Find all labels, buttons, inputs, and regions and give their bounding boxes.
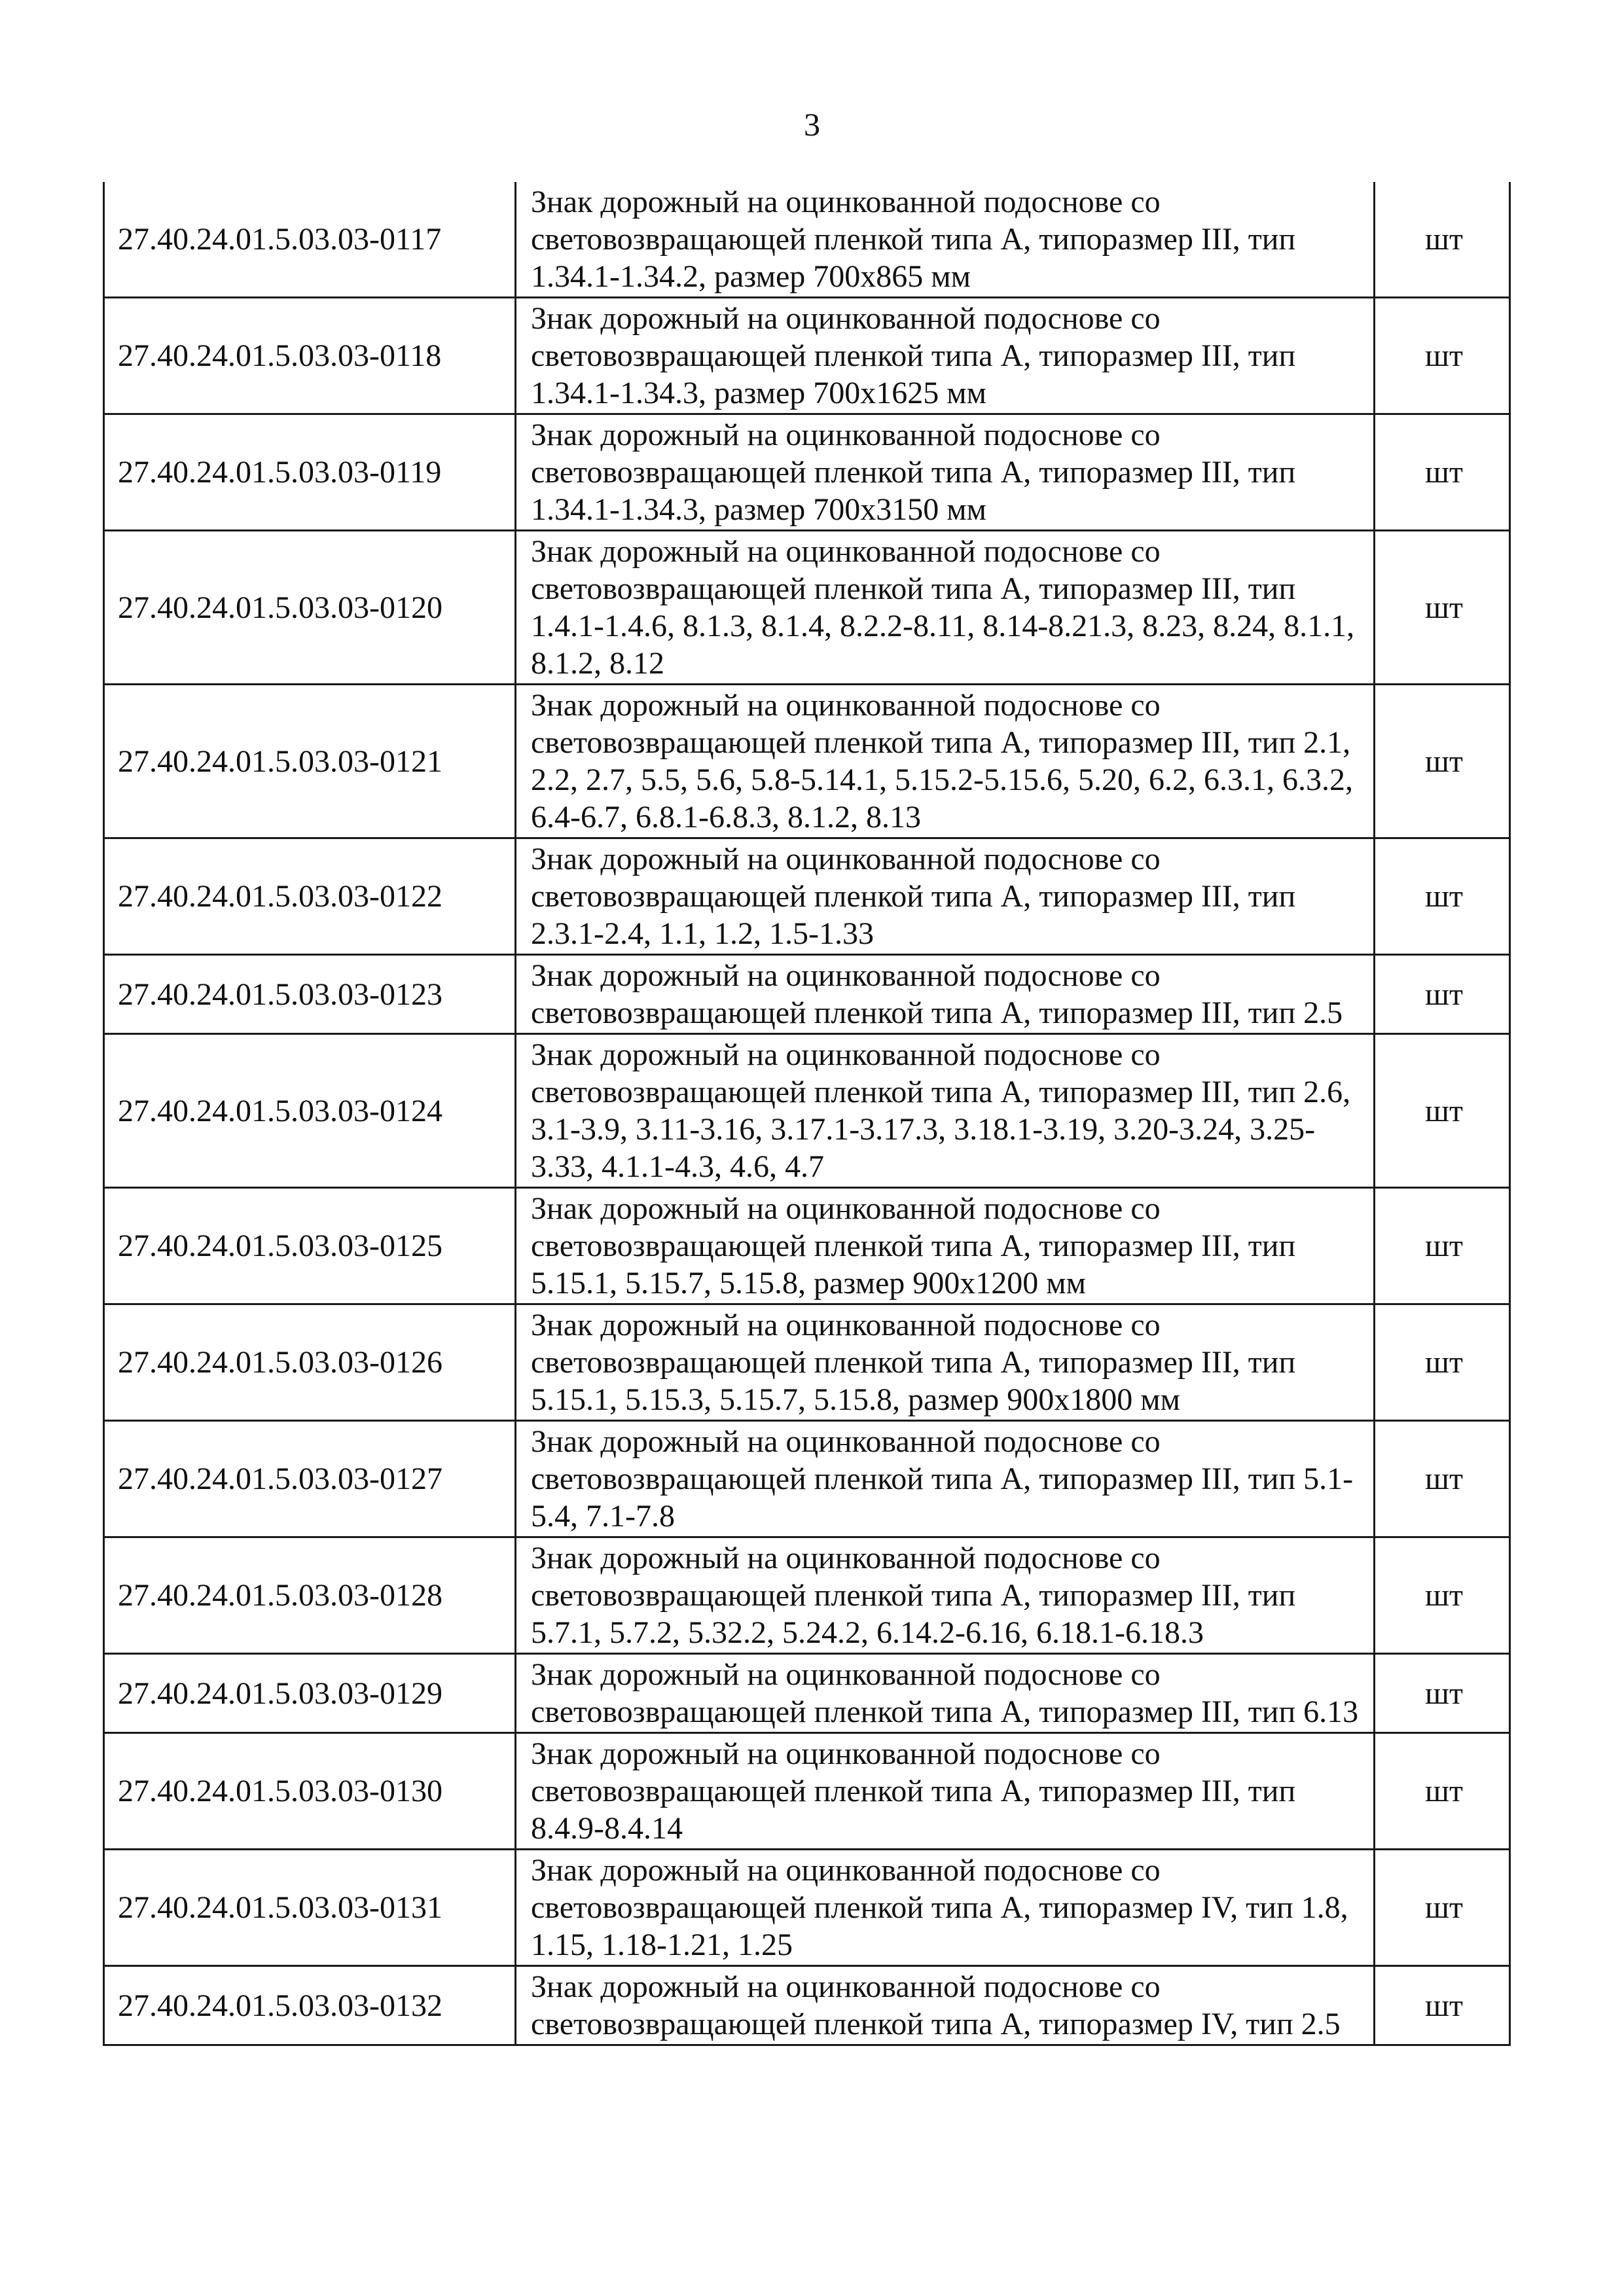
unit-of-measure: шт xyxy=(1375,1188,1510,1304)
resource-description: Знак дорожный на оцинкованной подоснове со световозвращающей пленкой типа А, типоразмер III, тип 1.34.1-1.34.3, размер 700х3150 мм xyxy=(516,414,1375,531)
resource-description: Знак дорожный на оцинкованной подоснове со световозвращающей пленкой типа А, типоразмер III, тип 5.1-5.4, 7.1-7.8 xyxy=(516,1421,1375,1537)
resource-code: 27.40.24.01.5.03.03-0121 xyxy=(104,685,516,838)
resource-description: Знак дорожный на оцинкованной подоснове со световозвращающей пленкой типа А, типоразмер III, тип 2.3.1-2.4, 1.1, 1.2, 1.5-1.33 xyxy=(516,838,1375,955)
table-row xyxy=(104,1537,1510,1654)
unit-of-measure: шт xyxy=(1375,1034,1510,1188)
resource-description: Знак дорожный на оцинкованной подоснове со световозвращающей пленкой типа А, типоразмер III, тип 1.4.1-1.4.6, 8.1.3, 8.1.4, 8.2.2-8.11, 8.14-8.21.3, 8.23, 8.24, 8.1.1, 8.1.2, 8.12 xyxy=(516,531,1375,685)
table-row xyxy=(104,531,1510,685)
resource-description: Знак дорожный на оцинкованной подоснове со световозвращающей пленкой типа А, типоразмер III, тип 2.1, 2.2, 2.7, 5.5, 5.6, 5.8-5.14.1, 5.15.2-5.15.6, 5.20, 6.2, 6.3.1, 6.3.2, 6.4-6.7, 6.8.1-6.8.3, 8.1.2, 8.13 xyxy=(516,685,1375,838)
unit-of-measure: шт xyxy=(1375,1966,1510,2045)
table-row xyxy=(104,1421,1510,1537)
resource-description: Знак дорожный на оцинкованной подоснове со световозвращающей пленкой типа А, типоразмер IV, тип 1.8, 1.15, 1.18-1.21, 1.25 xyxy=(516,1850,1375,1966)
resource-code: 27.40.24.01.5.03.03-0124 xyxy=(104,1034,516,1188)
table-row xyxy=(104,298,1510,414)
unit-of-measure: шт xyxy=(1375,1304,1510,1421)
unit-of-measure: шт xyxy=(1375,1537,1510,1654)
resource-code: 27.40.24.01.5.03.03-0132 xyxy=(104,1966,516,2045)
resource-description: Знак дорожный на оцинкованной подоснове со световозвращающей пленкой типа А, типоразмер III, тип 8.4.9-8.4.14 xyxy=(516,1733,1375,1850)
unit-of-measure: шт xyxy=(1375,955,1510,1034)
resource-description: Знак дорожный на оцинкованной подоснове со световозвращающей пленкой типа А, типоразмер IV, тип 2.5 xyxy=(516,1966,1375,2045)
unit-of-measure: шт xyxy=(1375,1654,1510,1733)
resource-code: 27.40.24.01.5.03.03-0118 xyxy=(104,298,516,414)
table-row xyxy=(104,414,1510,531)
resource-description: Знак дорожный на оцинкованной подоснове со световозвращающей пленкой типа А, типоразмер III, тип 6.13 xyxy=(516,1654,1375,1733)
resource-code: 27.40.24.01.5.03.03-0131 xyxy=(104,1850,516,1966)
unit-of-measure: шт xyxy=(1375,298,1510,414)
table-row xyxy=(104,685,1510,838)
resource-code: 27.40.24.01.5.03.03-0126 xyxy=(104,1304,516,1421)
resource-code: 27.40.24.01.5.03.03-0127 xyxy=(104,1421,516,1537)
resource-code: 27.40.24.01.5.03.03-0129 xyxy=(104,1654,516,1733)
table-row xyxy=(104,1966,1510,2045)
resource-description: Знак дорожный на оцинкованной подоснове со световозвращающей пленкой типа А, типоразмер III, тип 1.34.1-1.34.2, размер 700х865 мм xyxy=(516,182,1375,298)
table-row xyxy=(104,1304,1510,1421)
unit-of-measure: шт xyxy=(1375,1850,1510,1966)
catalog-table xyxy=(103,182,1511,2046)
table-row xyxy=(104,182,1510,298)
resource-code: 27.40.24.01.5.03.03-0120 xyxy=(104,531,516,685)
resource-description: Знак дорожный на оцинкованной подоснове со световозвращающей пленкой типа А, типоразмер III, тип 2.5 xyxy=(516,955,1375,1034)
resource-code: 27.40.24.01.5.03.03-0122 xyxy=(104,838,516,955)
resource-code: 27.40.24.01.5.03.03-0125 xyxy=(104,1188,516,1304)
page-number: 3 xyxy=(804,106,820,143)
table-row xyxy=(104,1850,1510,1966)
resource-code: 27.40.24.01.5.03.03-0130 xyxy=(104,1733,516,1850)
unit-of-measure: шт xyxy=(1375,531,1510,685)
resource-code: 27.40.24.01.5.03.03-0119 xyxy=(104,414,516,531)
table-row xyxy=(104,1034,1510,1188)
table-row xyxy=(104,955,1510,1034)
resource-description: Знак дорожный на оцинкованной подоснове со световозвращающей пленкой типа А, типоразмер III, тип 5.7.1, 5.7.2, 5.32.2, 5.24.2, 6.14.2-6.16, 6.18.1-6.18.3 xyxy=(516,1537,1375,1654)
unit-of-measure: шт xyxy=(1375,685,1510,838)
resource-description: Знак дорожный на оцинкованной подоснове со световозвращающей пленкой типа А, типоразмер III, тип 5.15.1, 5.15.3, 5.15.7, 5.15.8, размер 900х1800 мм xyxy=(516,1304,1375,1421)
resource-description: Знак дорожный на оцинкованной подоснове со световозвращающей пленкой типа А, типоразмер III, тип 2.6, 3.1-3.9, 3.11-3.16, 3.17.1-3.17.3, 3.18.1-3.19, 3.20-3.24, 3.25-3.33, 4.1.1-4.3, 4.6, 4.7 xyxy=(516,1034,1375,1188)
unit-of-measure: шт xyxy=(1375,1733,1510,1850)
unit-of-measure: шт xyxy=(1375,838,1510,955)
resource-code: 27.40.24.01.5.03.03-0117 xyxy=(104,182,516,298)
table-row xyxy=(104,1654,1510,1733)
resource-code: 27.40.24.01.5.03.03-0123 xyxy=(104,955,516,1034)
resource-description: Знак дорожный на оцинкованной подоснове со световозвращающей пленкой типа А, типоразмер III, тип 5.15.1, 5.15.7, 5.15.8, размер 900х1200 мм xyxy=(516,1188,1375,1304)
unit-of-measure: шт xyxy=(1375,414,1510,531)
unit-of-measure: шт xyxy=(1375,182,1510,298)
catalog-table-body xyxy=(104,182,1510,2045)
resource-description: Знак дорожный на оцинкованной подоснове со световозвращающей пленкой типа А, типоразмер III, тип 1.34.1-1.34.3, размер 700х1625 мм xyxy=(516,298,1375,414)
table-row xyxy=(104,838,1510,955)
table-row xyxy=(104,1733,1510,1850)
unit-of-measure: шт xyxy=(1375,1421,1510,1537)
table-row xyxy=(104,1188,1510,1304)
resource-code: 27.40.24.01.5.03.03-0128 xyxy=(104,1537,516,1654)
